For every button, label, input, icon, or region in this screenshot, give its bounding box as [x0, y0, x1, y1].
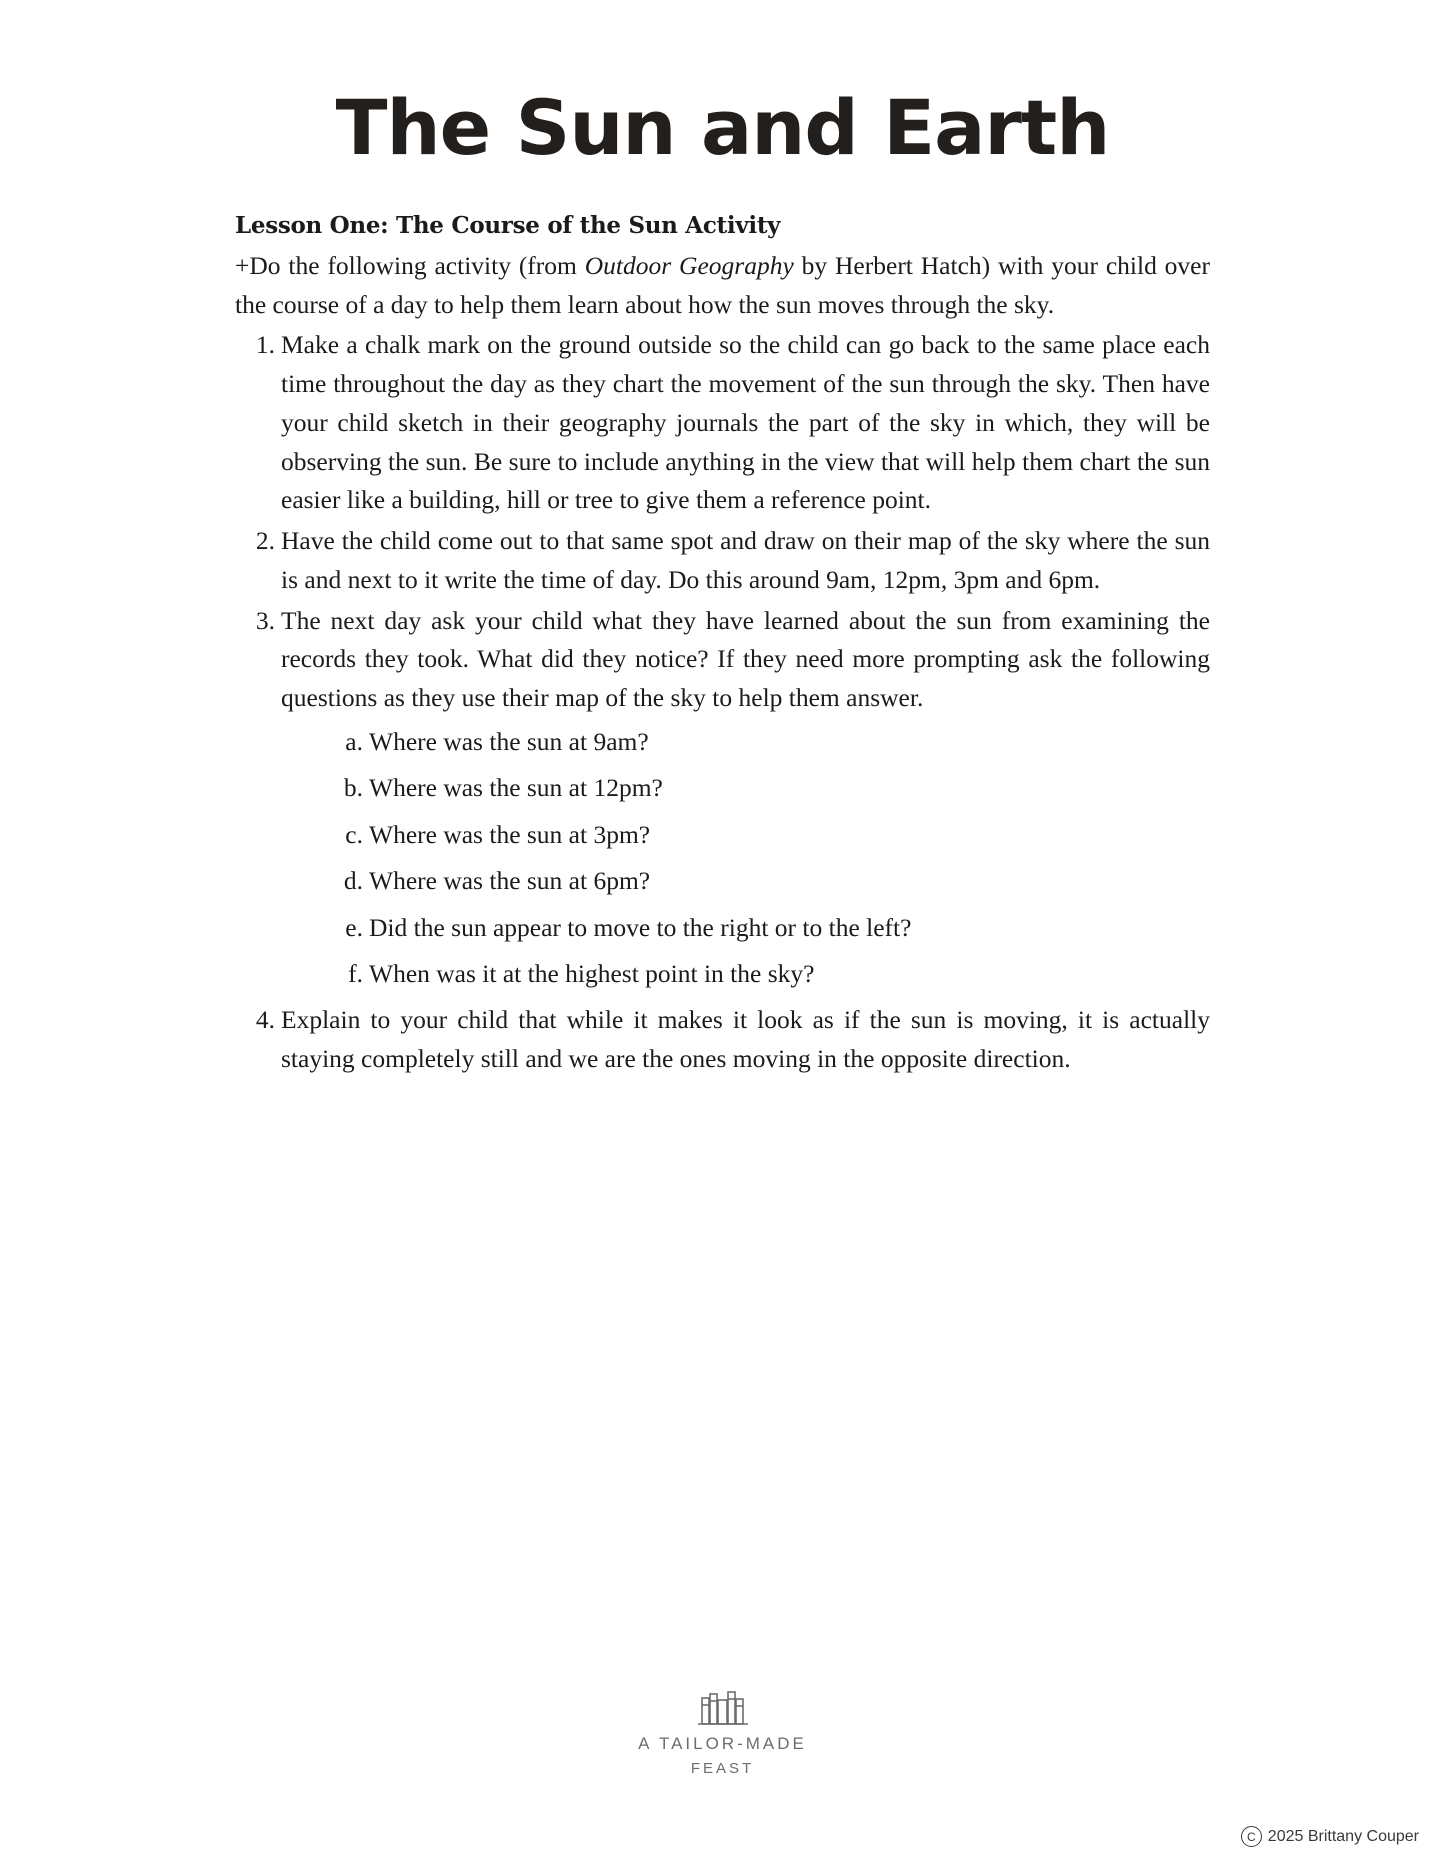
- list-marker: 1.: [255, 330, 275, 360]
- list-item: [339, 861, 1210, 901]
- list-item-text: Where was the sun at 3pm?: [369, 819, 651, 849]
- list-item-text: Have the child come out to that same spot and draw on their map of the sky where the sun is and next to it write the time of day. Do this around 9am, 12pm, 3pm and 6pm.: [281, 526, 1210, 594]
- list-marker: 4.: [255, 1004, 275, 1034]
- page-title: The Sun and Earth: [335, 83, 1110, 172]
- list-item: [235, 602, 1210, 994]
- copyright-icon: C: [1241, 1826, 1262, 1847]
- copyright-notice: [1241, 1826, 1419, 1847]
- list-item-text: Where was the sun at 12pm?: [369, 773, 663, 803]
- list-item-text: When was it at the highest point in the sky?: [369, 959, 815, 989]
- list-marker: 3.: [255, 605, 275, 635]
- list-item: [339, 815, 1210, 855]
- list-marker: d.: [343, 866, 363, 896]
- list-marker: f.: [348, 959, 363, 989]
- activity-steps-list: [235, 326, 1210, 1078]
- list-item-text: Explain to your child that while it makes it look as if the sun is moving, it is actually staying completely still and we are the ones moving in the opposite direction.: [281, 1004, 1210, 1073]
- list-item: [235, 1001, 1210, 1079]
- list-item-text: Make a chalk mark on the ground outside so the child can go back to the same place each time throughout the day as they chart the movement of the sun through the sky. Then have your child sketch in their geography journals the part of the sky in which, they will be observing the sun. Be sure to include anything in the view that will help them chart the sun easier like a building, hill or tree to give them a reference point.: [281, 330, 1210, 515]
- books-icon: [692, 1686, 754, 1728]
- list-marker: c.: [345, 819, 363, 849]
- list-item: [339, 768, 1210, 808]
- intro-part-2: by Herbert Hatch) with your child over the course of a day to help them learn about how the sun moves through the sky.: [235, 250, 1210, 319]
- intro-part-1: +Do the following activity (from: [235, 250, 585, 280]
- footer-logo: [0, 1686, 1445, 1777]
- list-marker: a.: [345, 726, 363, 756]
- copyright-text: 2025 Brittany Couper: [1267, 1827, 1419, 1845]
- list-item-text: The next day ask your child what they have learned about the sun from examining the records they took. What did they notice? If they need more prompting ask the following questions as they use their map of the sky to help them answer.: [281, 605, 1210, 713]
- list-marker: e.: [345, 912, 363, 942]
- intro-italic-title: Outdoor Geography: [584, 250, 794, 280]
- logo-line-2: FEAST: [690, 1760, 755, 1777]
- list-item: [339, 908, 1210, 948]
- document-body: [235, 168, 1210, 1079]
- list-item-text: Where was the sun at 6pm?: [369, 866, 651, 896]
- logo-line-1: A TAILOR-MADE: [638, 1734, 807, 1753]
- question-sublist: [281, 722, 1210, 994]
- list-marker: b.: [343, 773, 363, 803]
- intro-paragraph: [235, 247, 1210, 325]
- list-item: [235, 522, 1210, 600]
- list-item-text: Did the sun appear to move to the right or to the left?: [369, 912, 912, 942]
- list-marker: 2.: [255, 526, 275, 556]
- list-item: [339, 722, 1210, 762]
- lesson-heading: Lesson One: The Course of the Sun Activity: [235, 211, 781, 239]
- list-item: [235, 326, 1210, 520]
- list-item-text: Where was the sun at 9am?: [369, 726, 649, 756]
- list-item: [339, 954, 1210, 994]
